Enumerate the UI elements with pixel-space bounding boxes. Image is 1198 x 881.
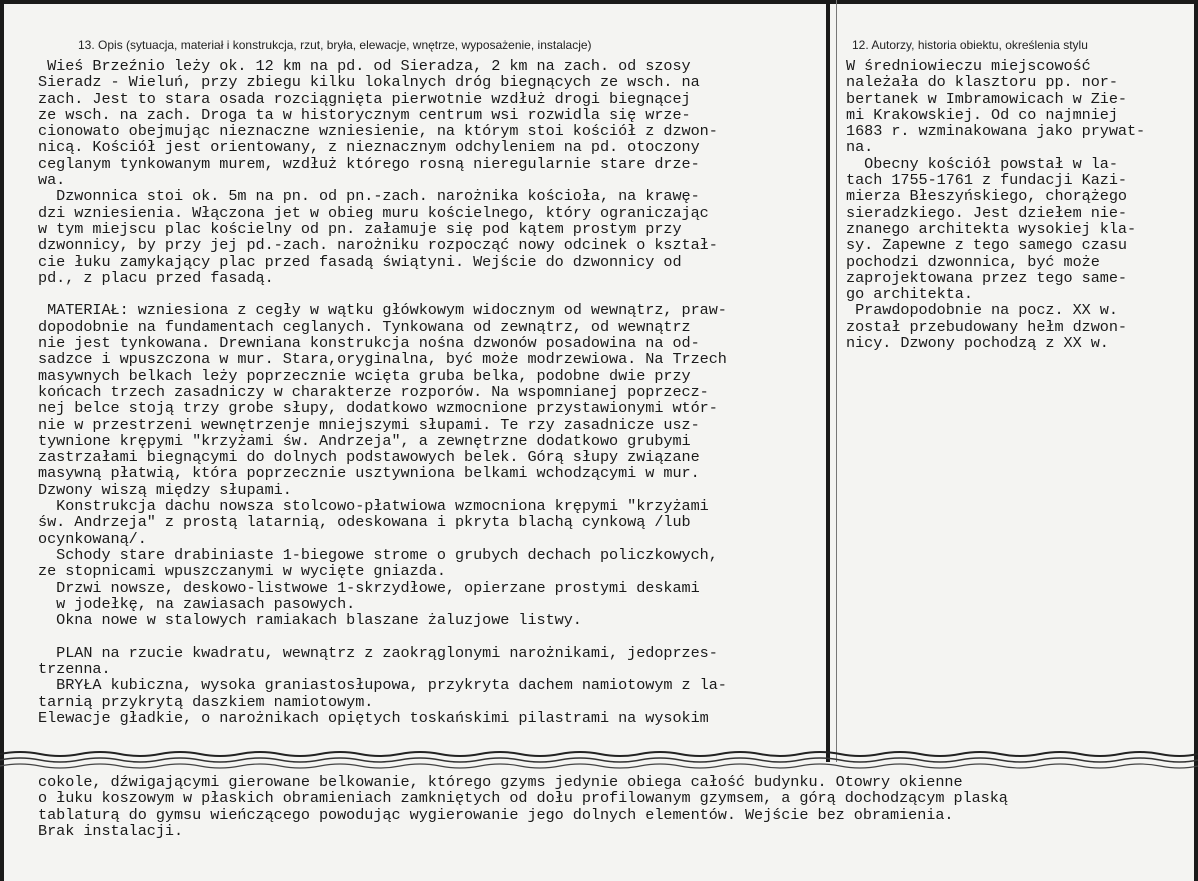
description-line: św. Andrzeja" z prostą latarnią, odeskowana i pkryta blachą cynkową /lub <box>38 513 691 532</box>
description-line: Elewacje gładkie, o narożnikach opiętych toskańskimi pilastrami na wysokim <box>38 708 709 727</box>
history-line: go architekta. <box>846 285 973 304</box>
history-line: 1683 r. wzminakowana jako prywat- <box>846 122 1146 141</box>
description-line: cie łuku zamykający plac przed fasadą świątyni. Wejście do dzwonnicy od <box>38 252 682 271</box>
history-line: bertanek w Imbramowicach w Zie- <box>846 89 1127 108</box>
description-line: ocynkowaną/. <box>38 529 147 548</box>
history-line: zaprojektowana przez tego same- <box>846 268 1127 287</box>
description-line: Schody stare drabiniaste 1-biegowe strome o grubych dechach policzkowych, <box>38 545 718 564</box>
description-line: Konstrukcja dachu nowsza stolcowo-płatwiowa wzmocniona krępymi "krzyżami <box>38 497 709 516</box>
description-line: nie w przestrzeni wewnętrzenje mniejszymi słupami. Te rzy zasadnicze usz- <box>38 415 700 434</box>
description-line: ze stopnicami wpuszczanymi w wycięte gniazda. <box>38 562 446 581</box>
description-line: nicą. Kościół jest orientowany, z nieznacznym odchyleniem na pd. otoczony <box>38 138 700 157</box>
frame-top <box>0 0 1198 4</box>
description-line: nej belce stoją trzy grobe słupy, dodatkowo wzmocnione przystawionymi wtór- <box>38 399 718 418</box>
history-line: nicy. Dzwony pochodzą z XX w. <box>846 334 1109 353</box>
history-line: mierza Błeszyńskiego, chorążego <box>846 187 1127 206</box>
description-line: zastrzałami biegnącymi do dolnych podstawowych belek. Górą słupy związane <box>38 448 700 467</box>
description-line: Drzwi nowsze, deskowo-listwowe 1-skrzydłowe, opierzane prostymi deskami <box>38 578 700 597</box>
description-line: końcach trzech zasadniczy w charakterze rozporów. Na wspomnianej poprzecz- <box>38 382 709 401</box>
history-line: znanego architekta wysokiej kla- <box>846 219 1137 238</box>
description-line: Okna nowe w stalowych ramiakach blaszane żaluzjowe listwy. <box>38 611 582 630</box>
description-line: Wieś Brzeźnio leży ok. 12 km na pd. od Sieradza, 2 km na zach. od szosy <box>38 57 691 75</box>
description-line: MATERIAŁ: wzniesiona z cegły w wątku główkowym widocznym od wewnątrz, praw- <box>38 301 727 320</box>
column-divider-thin <box>836 0 837 762</box>
history-line: tach 1755-1761 z fundacji Kazi- <box>846 171 1127 190</box>
description-line: pd., z placu przed fasadą. <box>38 268 274 287</box>
history-line: sy. Zapewne z tego samego czasu <box>846 236 1127 255</box>
description-line: nie jest tynkowana. Drewniana konstrukcja nośna dzwonów posadowina na od- <box>38 334 700 353</box>
description-line: Dzwonnica stoi ok. 5m na pn. od pn.-zach. narożnika kościoła, na krawę- <box>38 187 700 206</box>
description-line: zach. Jest to stara osada rozciągnięta pierwotnie wzdłuż drogi biegnącej <box>38 89 691 108</box>
continuation-line: o łuku koszowym w płaskich obramieniach zamkniętych od dołu profilowanym gzymsem, a górą dochodzącym plaską <box>38 789 1008 808</box>
description-line: tywnione krępymi "krzyżami św. Andrzeja", a zewnętrzne dodatkowo grubymi <box>38 431 691 450</box>
history-line: pochodzi dzwonnica, być może <box>846 252 1100 271</box>
description-line: dopodobnie na fundamentach ceglanych. Tynkowana od zewnątrz, od wewnątrz <box>38 317 691 336</box>
description-line: dzi wzniesienia. Włączona jet w obieg muru kościelnego, który ograniczając <box>38 203 709 222</box>
history-line: W średniowieczu miejscowość <box>846 57 1091 75</box>
description-line: masywnych belkach leży poprzecznie wcięta gruba belka, podobne dwie przy <box>38 366 691 385</box>
continuation-line: tablaturą do gymsu wieńczącego powodując wygierowanie jego dolnych elementów. Wejście bez obramienia. <box>38 805 954 824</box>
continuation-line: Brak instalacji. <box>38 821 184 840</box>
description-line: Dzwony wiszą między słupami. <box>38 480 292 499</box>
description-column <box>38 58 727 726</box>
description-line: sadzce i wpuszczona w mur. Stara,oryginalna, być może modrzewiowa. Na Trzech <box>38 350 727 369</box>
history-line: Obecny kościół powstał w la- <box>846 154 1118 173</box>
description-line: ceglanym tynkowanym murem, wzdłuż którego rosną nieregularnie stare drze- <box>38 154 700 173</box>
description-line: cionowato obejmując nieznaczne wzniesienie, na którym stoi kościół z dzwon- <box>38 122 718 141</box>
history-line: sieradzkiego. Jest dziełem nie- <box>846 203 1127 222</box>
description-line: PLAN na rzucie kwadratu, wewnątrz z zaokrąglonymi narożnikami, jedoprzes- <box>38 643 718 662</box>
history-line: Prawdopodobnie na pocz. XX w. <box>846 301 1118 320</box>
description-line: Sieradz - Wieluń, przy zbiegu kilku lokalnych dróg biegnących ze wsch. na <box>38 73 700 92</box>
description-line: ze wsch. na zach. Droga ta w historycznym centrum wsi rozwidla się wrze- <box>38 105 691 124</box>
description-line: dzwonnicy, by przy jej pd.-zach. narożniku rozpocząć nowy odcinek o kształ- <box>38 236 718 255</box>
continuation-line: cokole, dźwigającymi gierowane belkowanie, którego gzyms jedynie obiega całość budynku. Otowry okienne <box>38 773 963 791</box>
description-line <box>38 628 727 644</box>
description-line: w jodełkę, na zawiasach pasowych. <box>38 594 356 613</box>
history-line: należała do klasztoru pp. nor- <box>846 73 1118 92</box>
description-line: wa. <box>38 171 66 190</box>
history-line: mi Krakowskiej. Od co najmniej <box>846 105 1118 124</box>
torn-edge <box>0 746 1198 772</box>
description-line: tarnią przykrytą daszkiem namiotowym. <box>38 692 374 711</box>
description-line: w tym miejscu plac kościelny od pn. załamuje się pod kątem prostym przy <box>38 219 682 238</box>
history-line: na. <box>846 138 874 157</box>
history-line: został przebudowany hełm dzwon- <box>846 317 1127 336</box>
description-line: trzenna. <box>38 659 111 678</box>
description-continuation <box>38 774 1008 839</box>
description-line <box>38 286 727 302</box>
header-authors: 12. Autorzy, historia obiektu, określenia stylu <box>852 38 1088 52</box>
description-line: masywną płatwią, która poprzecznie usztywniona belkami wchodzącymi w mur. <box>38 464 700 483</box>
description-line: BRYŁA kubiczna, wysoka graniastosłupowa, przykryta dachem namiotowym z la- <box>38 676 727 695</box>
history-column <box>846 58 1145 351</box>
header-description: 13. Opis (sytuacja, materiał i konstrukcja, rzut, bryła, elewacje, wnętrze, wyposażenie, instalacje) <box>78 38 592 52</box>
column-divider <box>826 0 830 762</box>
